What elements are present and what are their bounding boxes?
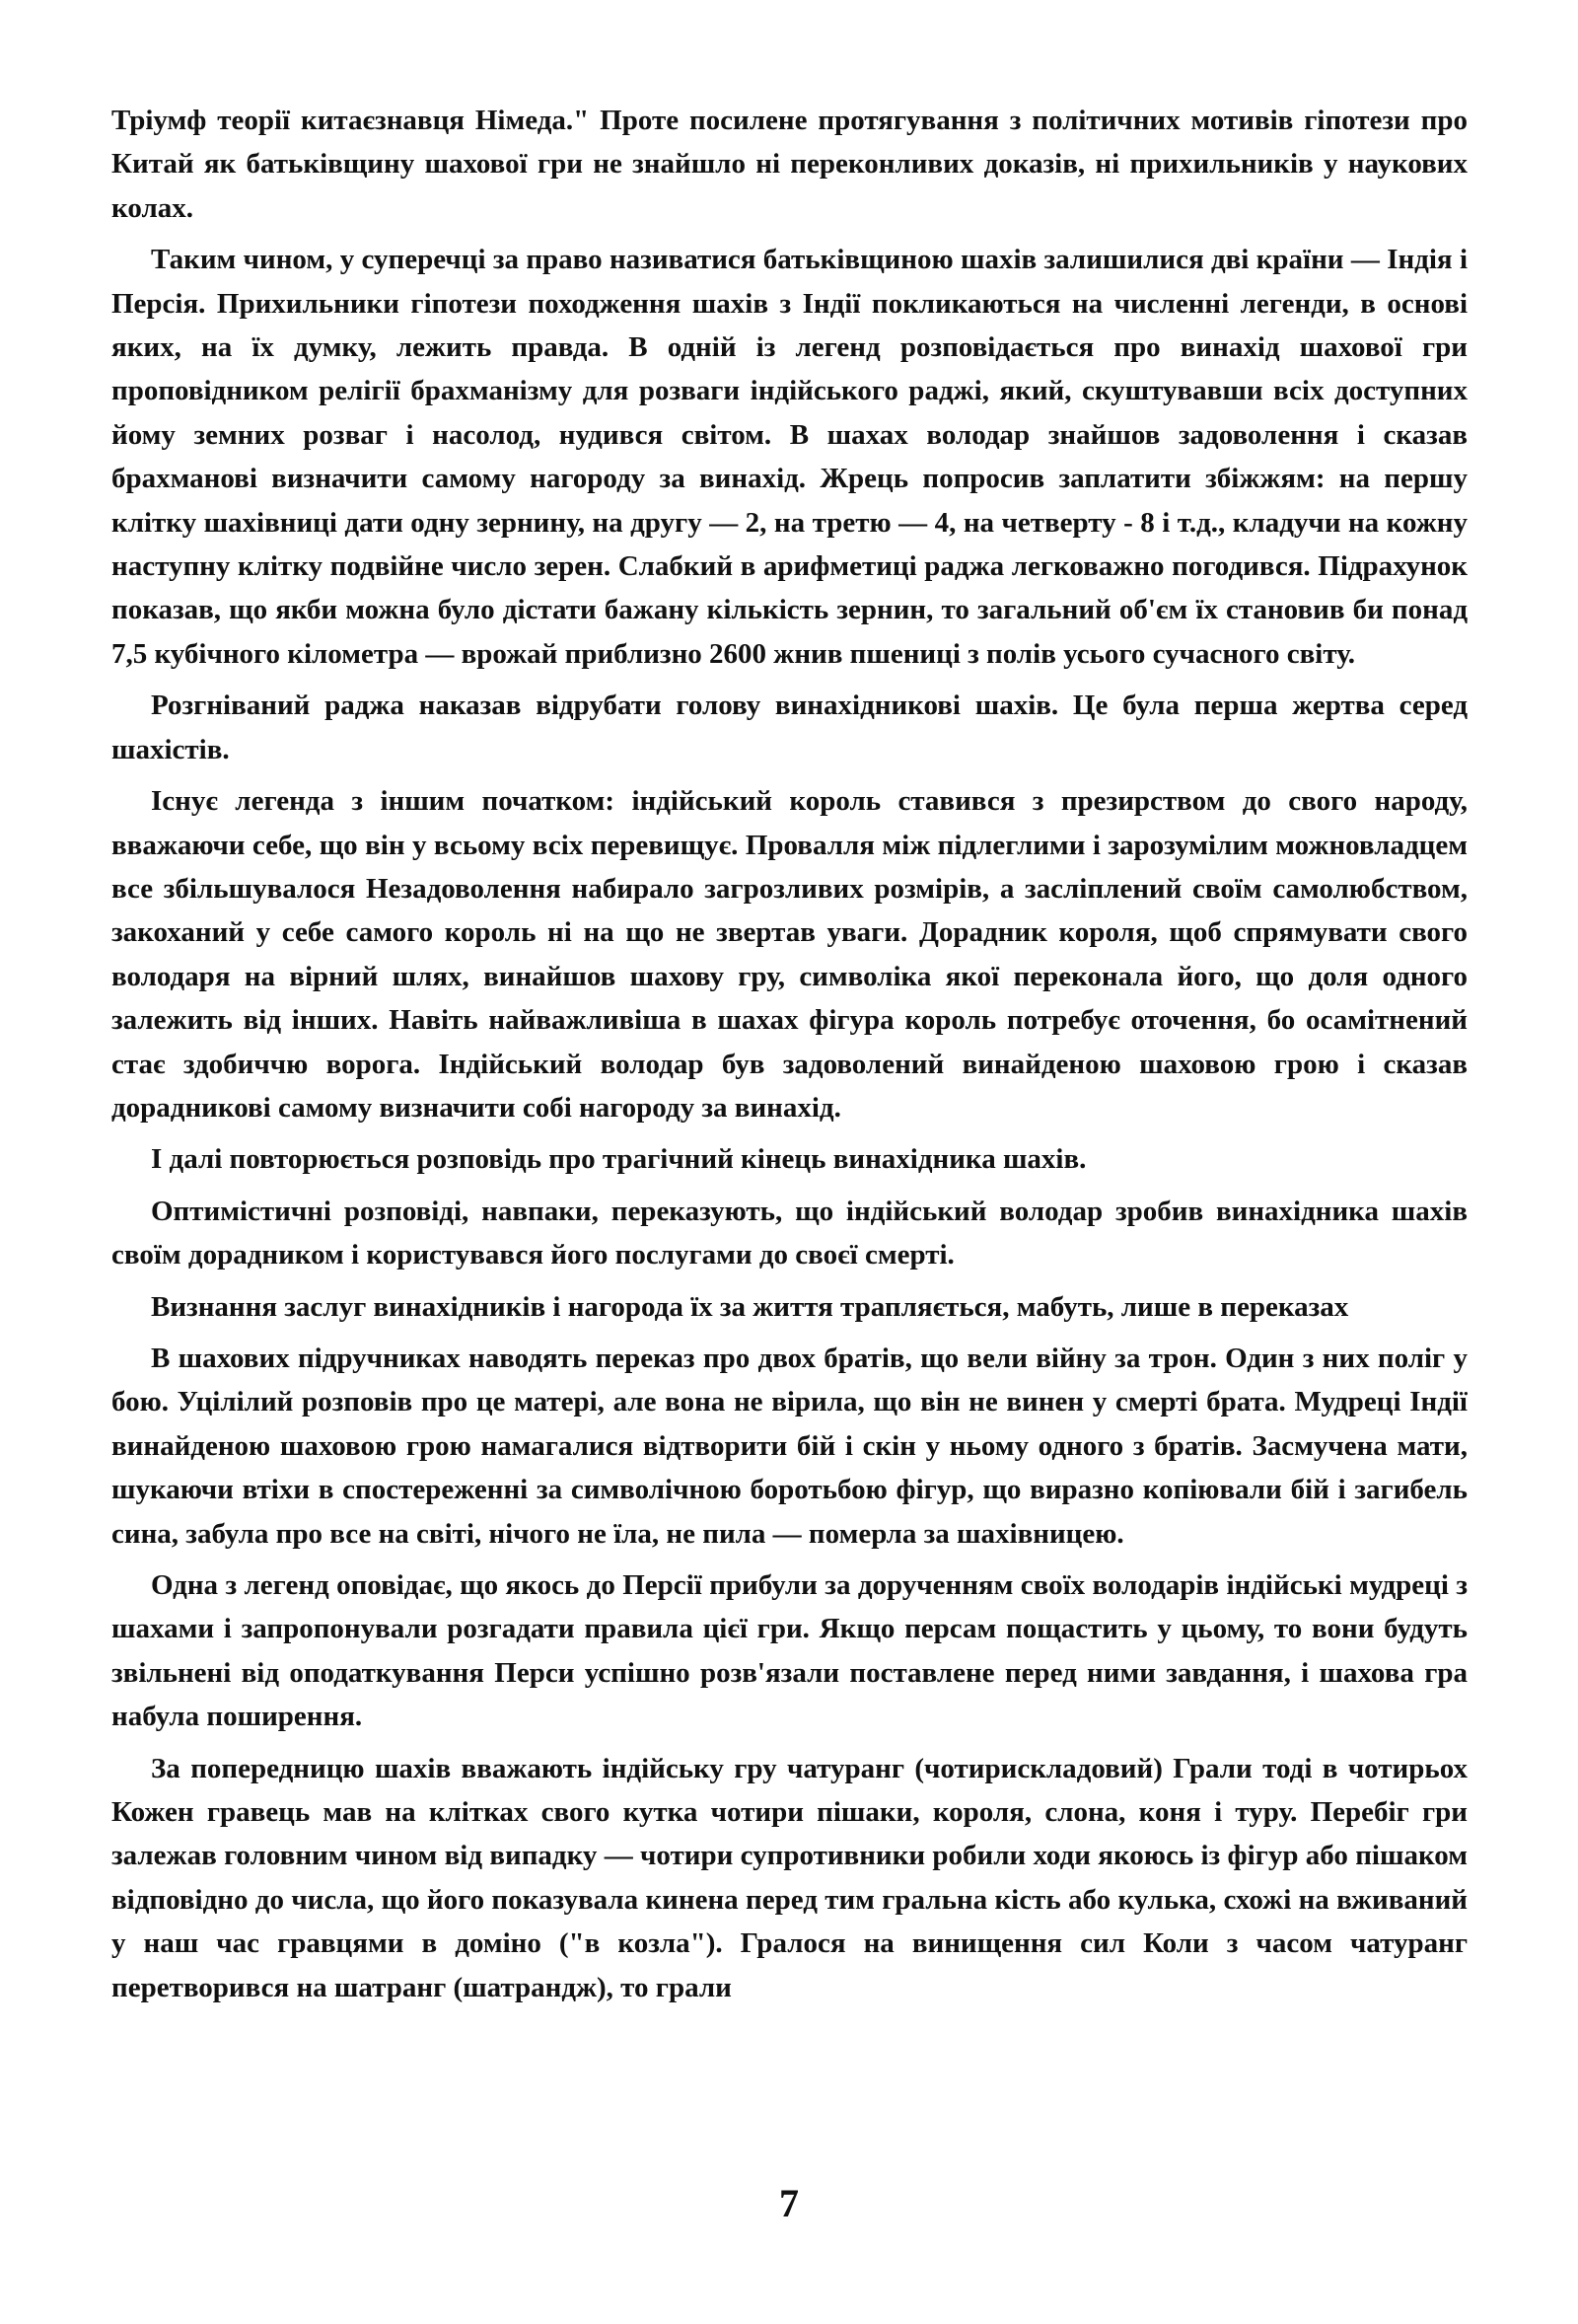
paragraph: Визнання заслуг винахідників і нагорода їх за життя трапляється, мабуть, лише в переказах: [151, 1290, 1349, 1323]
paragraph: За попередницю шахів вважають індійську гру чатуранг (чотирискладовий) Грали тоді в чотирьох Кожен гравець мав на клітках свого кутка чотири пішаки, короля, слона, коня і туру. Перебіг гри залежав головним чином від випадку — чотири супротивники робили ходи якоюсь із фігур або пішаком відповідно до числа, що його показувала кинена перед тим гральна кість або кулька, схожі на вживаний у наш час гравцями в доміно ("в козла"). Гралося на винищення сил Коли з часом чатуранг перетворився на шатранг (шатрандж), то грали: [111, 1752, 1468, 2003]
page-number: 7: [779, 2181, 799, 2225]
paragraph: І далі повторюється розповідь про трагічний кінець винахідника шахів.: [151, 1143, 1087, 1176]
paragraph: Тріумф теорії китаєзнавця Німеда." Проте посилене протягування з політичних мотивів гіпотези про Китай як батьківщину шахової гри не знайшло ні переконливих доказів, ні прихильників у наукових колах.: [111, 105, 1468, 224]
paragraph: Таким чином, у суперечці за право називатися батьківщиною шахів залишилися дві країни — Індія і Персія. Прихильники гіпотези походження шахів з Індії покликаються на численні легенди, в основі яких, на їх думку, лежить правда. В одній із легенд розповідається про винахід шахової гри проповідником релігії брахманізму для розваги індійського раджі, який, скуштувавши всіх доступних йому земних розваг і насолод, нудився світом. В шахах володар знайшов задоволення і сказав брахманові визначити самому нагороду за винахід. Жрець попросив заплатити збіжжям: на першу клітку шахівниці дати одну зернину, на другу — 2, на третю — 4, на четверту - 8 і т.д., кладучи на кожну наступну клітку подвійне число зерен. Слабкий в арифметиці раджа легковажно погодився. Підрахунок показав, що якби можна було дістати бажану кількість зернин, то загальний об'єм їх становив би понад 7,5 кубічного кілометра — врожай приблизно 2600 жнив пшениці з полів усього сучасного світу.: [111, 244, 1468, 670]
paragraph: Існує легенда з іншим початком: індійський король ставився з презирством до свого народу, вважаючи себе, що він у всьому всіх перевищує. Провалля між підлеглими і зарозумілим можновладцем все збільшувалося Незадоволення набирало загрозливих розмірів, а засліплений своїм самолюбством, закоханий у себе самого король ні на що не звертав уваги. Дорадник короля, щоб спрямувати свого володаря на вірний шлях, винайшов шахову гру, символіка якої переконала його, що доля одного залежить від інших. Навіть найважливіша в шахах фігура король потребує оточення, бо осамітнений стає здобиччю ворога. Індійський володар був задоволений винайденою шаховою грою і сказав дорадникові самому визначити собі нагороду за винахід.: [111, 785, 1468, 1124]
paragraph: Розгніваний раджа наказав відрубати голову винахідникові шахів. Це була перша жертва серед шахістів.: [111, 690, 1468, 765]
paragraph: В шахових підручниках наводять переказ про двох братів, що вели війну за трон. Один з них поліг у бою. Уцілілий розповів про це матері, але вона не вірила, що він не винен у смерті брата. Мудреці Індії винайденою шаховою грою намагалися відтворити бій і скін у ньому одного з братів. Засмучена мати, шукаючи втіхи в спостереженні за символічною боротьбою фігур, що виразно копіювали бій і загибель сина, забула про все на світі, нічого не їла, не пила — померла за шахівницею.: [111, 1342, 1468, 1550]
paragraph: Одна з легенд оповідає, що якось до Персії прибули за дорученням своїх володарів індійські мудреці з шахами і запропонували розгадати правила цієї гри. Якщо персам пощастить у цьому, то вони будуть звільнені від оподаткування Перси успішно розв'язали поставлене перед ними завдання, і шахова гра набула поширення.: [111, 1569, 1468, 1733]
paragraph: Оптимістичні розповіді, навпаки, переказують, що індійський володар зробив винахідника шахів своїм дорадником і користувався його послугами до своєї смерті.: [111, 1195, 1468, 1271]
page-body: [111, 99, 1468, 2017]
